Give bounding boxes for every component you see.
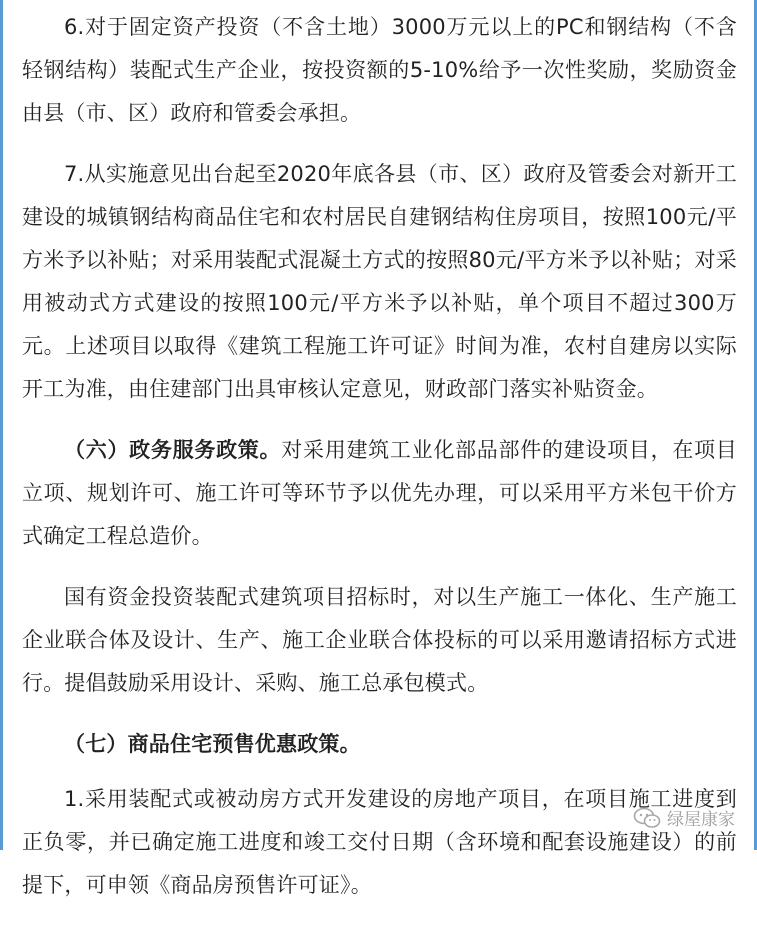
paragraph-text: 对采用建筑工业化部品部件的建设项目，在项目立项、规划许可、施工许可等环节予以优先办理，可以采用平方米包干价方式确定工程总造价。 <box>22 438 737 548</box>
paragraph-subsidy-7 <box>22 153 737 411</box>
paragraph-bidding <box>22 576 737 705</box>
watermark-label: 绿屋康家 <box>667 810 735 830</box>
section-heading: （七）商品住宅预售优惠政策。 <box>64 732 361 756</box>
paragraph-text: 国有资金投资装配式建筑项目招标时，对以生产施工一体化、生产施工企业联合体及设计、生产、施工企业联合体投标的可以采用邀请招标方式进行。提倡鼓励采用设计、采购、施工总承包模式。 <box>22 585 737 695</box>
article-body <box>22 6 737 925</box>
wechat-icon <box>633 807 661 829</box>
paragraph-text: 6.对于固定资产投资（不含土地）3000万元以上的PC和钢结构（不含轻钢结构）装配式生产企业，按投资额的5-10%给予一次性奖励，奖励资金由县（市、区）政府和管委会承担。 <box>22 15 737 125</box>
paragraph-presale-heading <box>22 723 737 766</box>
paragraph-presale-1 <box>22 778 737 907</box>
paragraph-text: 1.采用装配式或被动房方式开发建设的房地产项目，在项目施工进度到正负零，并已确定施工进度和竣工交付日期（含环境和配套设施建设）的前提下，可申领《商品房预售许可证》。 <box>22 787 737 897</box>
paragraph-gov-service <box>22 429 737 558</box>
watermark <box>633 805 735 830</box>
paragraph-text: 7.从实施意见出台起至2020年底各县（市、区）政府及管委会对新开工建设的城镇钢结构商品住宅和农村居民自建钢结构住房项目，按照100元/平方米予以补贴；对采用装配式混凝土方式的按照80元/平方米予以补贴；对采用被动式方式建设的按照100元/平方米予以补贴，单个项目不超过300万元。上述项目以取得《建筑工程施工许可证》时间为准，农村自建房以实际开工为准，由住建部门出具审核认定意见，财政部门落实补贴资金。 <box>22 162 737 401</box>
section-heading: （六）政务服务政策。 <box>64 438 282 462</box>
paragraph-incentive-6 <box>22 6 737 135</box>
